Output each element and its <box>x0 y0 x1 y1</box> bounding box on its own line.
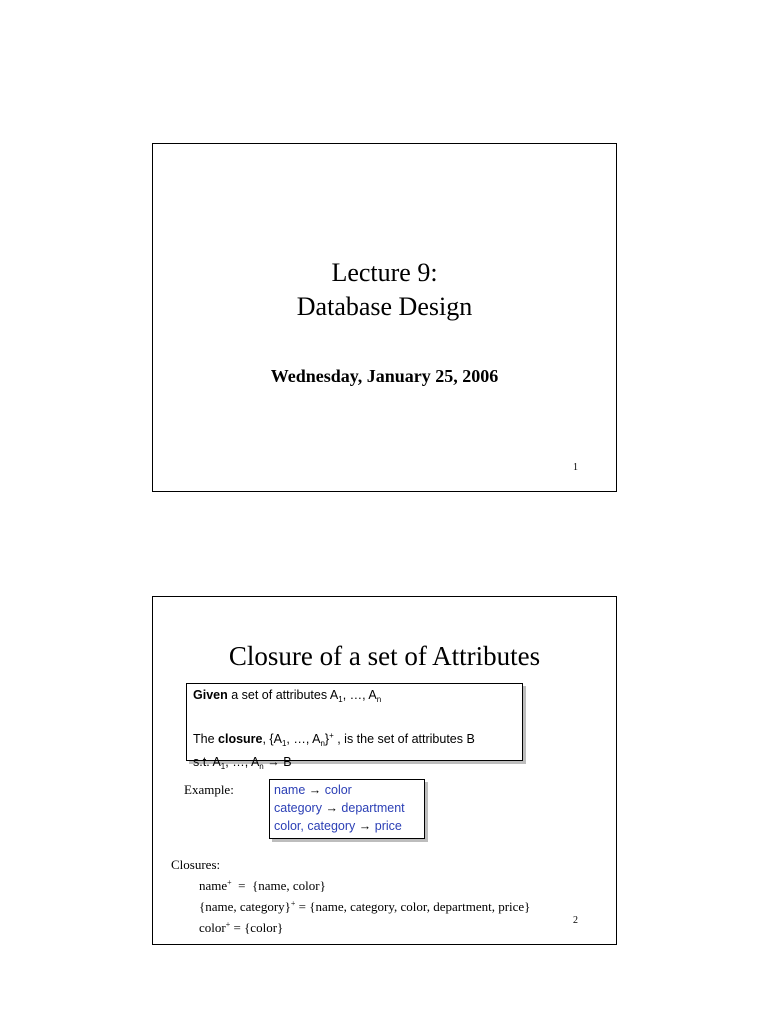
closure-lhs: color <box>199 920 226 935</box>
closure-rhs: = {name, color} <box>231 878 326 893</box>
closure-plus: + <box>225 920 231 929</box>
lecture-title: Database Design <box>296 292 473 321</box>
arrow-icon: → <box>325 801 338 815</box>
such-that-line <box>193 753 522 776</box>
arrow-icon: → <box>358 819 372 833</box>
given-mid: , …, A <box>342 688 377 702</box>
closure-text-2: , …, A <box>286 732 321 746</box>
fd-rhs: color <box>324 783 352 797</box>
fd-row <box>274 799 424 817</box>
slide-title: Closure of a set of Attributes <box>228 641 541 671</box>
st-sub-1: 1 <box>220 762 226 771</box>
closure-prefix: The <box>193 732 219 746</box>
closure-row <box>171 916 530 937</box>
slide-2 <box>152 596 617 945</box>
closure-text-1: , {A <box>262 732 282 746</box>
st-text-2: , …, A <box>225 755 260 769</box>
closure-rhs: = {color} <box>230 920 284 935</box>
closure-sup: + <box>329 731 334 740</box>
closure-row <box>171 895 530 916</box>
example-label: Example: <box>184 782 234 797</box>
closures-section <box>171 856 530 937</box>
closure-row <box>171 874 530 895</box>
closure-text-3: } <box>324 732 330 746</box>
given-sub-n: n <box>376 695 382 704</box>
given-text: a set of attributes A <box>227 688 339 702</box>
closure-line <box>193 727 522 753</box>
fd-lhs: name <box>274 783 306 797</box>
given-line <box>193 686 522 709</box>
fd-rhs: price <box>374 819 402 833</box>
fd-row <box>274 817 424 835</box>
closure-lhs: name <box>199 878 228 893</box>
closure-plus: + <box>290 899 296 908</box>
given-bold: Given <box>193 688 228 702</box>
closure-text-4: , is the set of attributes B <box>333 732 475 746</box>
st-sub-n: n <box>259 762 264 771</box>
fd-row <box>274 781 424 799</box>
closure-rhs: = {name, category, color, department, price} <box>295 899 531 914</box>
arrow-icon: → <box>308 783 322 797</box>
fd-rhs: department <box>341 801 405 815</box>
page-number: 2 <box>573 915 578 926</box>
page-number: 1 <box>573 462 578 473</box>
slide-1 <box>152 143 617 492</box>
closures-label: Closures: <box>171 857 221 872</box>
lecture-date: Wednesday, January 25, 2006 <box>270 366 499 386</box>
fd-lhs: category <box>274 801 322 815</box>
closure-bold: closure <box>218 732 263 746</box>
st-text-3: B <box>283 755 292 769</box>
st-text-1: s.t. A <box>193 755 221 769</box>
closure-lhs: {name, category} <box>199 899 291 914</box>
functional-dependencies-box <box>269 779 425 839</box>
lecture-number: Lecture 9: <box>331 258 438 287</box>
closure-sub-n: n <box>320 739 325 748</box>
definition-box <box>186 683 523 771</box>
closure-plus: + <box>227 878 232 887</box>
closure-sub-1: 1 <box>281 739 287 748</box>
arrow-icon: → <box>263 755 284 769</box>
fd-lhs: color, category <box>274 819 356 833</box>
given-sub-1: 1 <box>338 695 343 704</box>
